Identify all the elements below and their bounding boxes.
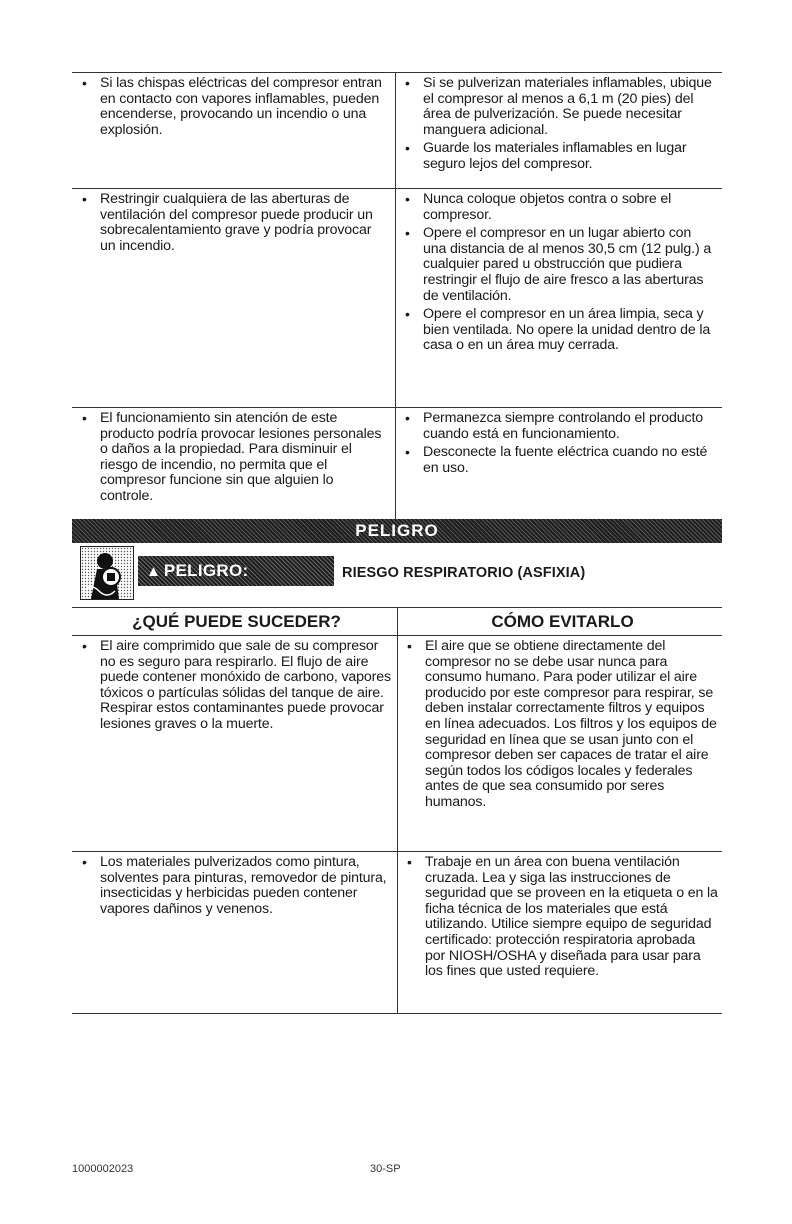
header-what-can-happen: ¿QUÉ PUEDE SUCEDER? bbox=[72, 608, 398, 635]
list-item: • Si se pulverizan materiales inflamables, ubique el compresor al menos a 6,1 m (20 pies) del área de pulverización. Se puede necesitar manguera adicional. bbox=[405, 76, 718, 138]
table-row bbox=[72, 408, 722, 521]
doc-number: 1000002023 bbox=[72, 1163, 134, 1175]
bottom-hazard-table bbox=[72, 607, 722, 1014]
list-item: • Trabaje en un área con buena ventilación cruzada. Lea y siga las instrucciones de seguridad que se proveen en la etiqueta o en la ficha técnica de los materiales que está utilizando. Utilice siempre equipo de seguridad certificado: protección respiratoria aprobada por NIOSH/OSHA y diseñada para usar para los fines que usted requiere. bbox=[407, 855, 718, 980]
prevention-cell bbox=[398, 636, 722, 851]
warning-triangle-icon: ▲ bbox=[146, 562, 161, 580]
list-item: • Nunca coloque objetos contra o sobre el compresor. bbox=[405, 192, 718, 223]
hazard-header bbox=[80, 546, 720, 604]
danger-banner bbox=[72, 519, 722, 543]
page-number: 30-SP bbox=[370, 1163, 401, 1175]
hazard-cell bbox=[72, 852, 398, 1013]
danger-badge bbox=[138, 556, 334, 586]
list-item: • El funcionamiento sin atención de este producto podría provocar lesiones personales o daños a la propiedad. Para disminuir el riesgo de incendio, no permita que el compresor funcione sin que alguien lo controle. bbox=[82, 411, 389, 505]
hazard-title: RIESGO RESPIRATORIO (ASFIXIA) bbox=[342, 565, 586, 581]
list-item: • El aire que se obtiene directamente del compresor no se debe usar nunca para consumo humano. Para poder utilizar el aire producido por este compresor para respirar, se deben instalar correctamente filtros y equipos en línea adecuados. Los filtros y los equipos de seguridad en línea que se usan junto con el compresor deben ser capaces de tratar el aire según todos los códigos locales y federales antes de que sea consumido por seres humanos. bbox=[407, 639, 718, 811]
list-item: • Si las chispas eléctricas del compresor entran en contacto con vapores inflamables, pueden encenderse, provocando un incendio o una explosión. bbox=[82, 76, 389, 138]
table-row bbox=[72, 852, 722, 1014]
header-how-to-avoid: CÓMO EVITARLO bbox=[491, 612, 634, 631]
list-item: • Desconecte la fuente eléctrica cuando no esté en uso. bbox=[405, 445, 718, 476]
list-item: • Los materiales pulverizados como pintura, solventes para pinturas, removedor de pintura, insecticidas y herbicidas pueden contener vapores dañinos y venenos. bbox=[82, 855, 391, 917]
prevention-cell bbox=[396, 73, 722, 188]
list-item: • Guarde los materiales inflamables en lugar seguro lejos del compresor. bbox=[405, 141, 718, 172]
hazard-cell bbox=[72, 636, 398, 851]
list-item: • El aire comprimido que sale de su compresor no es seguro para respirarlo. El flujo de aire puede contener monóxido de carbono, vapores tóxicos o partículas sólidas del tanque de aire. Respirar estos contaminantes puede provocar lesiones graves o la muerte. bbox=[82, 639, 391, 733]
table-row bbox=[72, 73, 722, 189]
prevention-cell bbox=[398, 852, 722, 1013]
list-item: • Permanezca siempre controlando el producto cuando está en funcionamiento. bbox=[405, 411, 718, 442]
hazard-cell bbox=[72, 189, 396, 407]
list-item: • Opere el compresor en un lugar abierto con una distancia de al menos 30,5 cm (12 pulg.) a cualquier pared u obstrucción que pudiera restringir el flujo de aire fresco a las aberturas de ventilación. bbox=[405, 226, 718, 304]
danger-badge-label: PELIGRO: bbox=[163, 561, 249, 580]
prevention-cell bbox=[396, 189, 722, 407]
top-table-grid bbox=[72, 72, 722, 521]
bottom-table-body bbox=[72, 636, 722, 1014]
table-header-row bbox=[72, 607, 722, 636]
top-hazard-table bbox=[72, 72, 722, 521]
prevention-cell bbox=[396, 408, 722, 521]
hazard-cell bbox=[72, 408, 396, 521]
danger-banner-title: PELIGRO bbox=[355, 521, 439, 540]
list-item: • Restringir cualquiera de las aberturas de ventilación del compresor puede producir un sobrecalentamiento grave y podría provocar un incendio. bbox=[82, 192, 389, 254]
list-item: • Opere el compresor en un área limpia, seca y bien ventilada. No opere la unidad dentro de la casa o en un área muy cerrada. bbox=[405, 307, 718, 354]
hazard-cell bbox=[72, 73, 396, 188]
table-row bbox=[72, 189, 722, 408]
table-row bbox=[72, 636, 722, 852]
respirator-hazard-icon bbox=[80, 546, 134, 600]
